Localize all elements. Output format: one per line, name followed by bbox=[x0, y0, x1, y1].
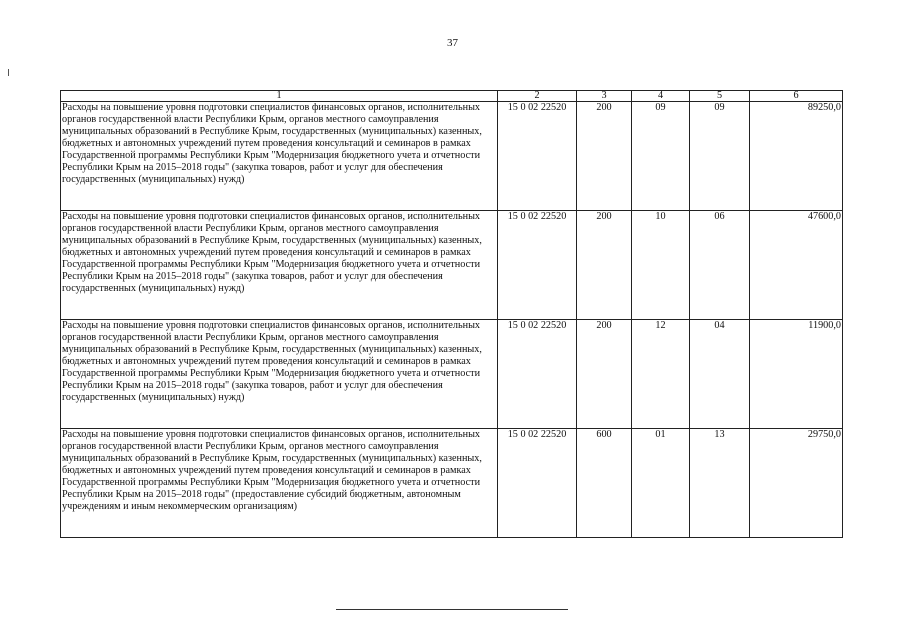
row-col3: 600 bbox=[577, 429, 632, 538]
row-code: 15 0 02 22520 bbox=[498, 429, 577, 538]
table-row bbox=[61, 211, 843, 320]
row-description: Расходы на повышение уровня подготовки специалистов финансовых органов, исполнительных органов государственной власти Республики Крым, органов местного самоуправления муниципальных образований в Республике Крым, государственных (муниципальных) казенных, бюджетных и автономных учреждений путем проведения консультаций и семинаров в рамках Государственной программы Республики Крым "Модернизация бюджетного учета и отчетности Республики Крым на 2015–2018 годы" (закупка товаров, работ и услуг для обеспечения государственных (муниципальных) нужд) bbox=[61, 211, 498, 320]
header-col-1: 1 bbox=[61, 91, 498, 102]
row-col3: 200 bbox=[577, 211, 632, 320]
row-code: 15 0 02 22520 bbox=[498, 102, 577, 211]
page-number: 37 bbox=[447, 37, 458, 49]
row-col3: 200 bbox=[577, 320, 632, 429]
row-description: Расходы на повышение уровня подготовки специалистов финансовых органов, исполнительных органов государственной власти Республики Крым, органов местного самоуправления муниципальных образований в Республике Крым, государственных (муниципальных) казенных, бюджетных и автономных учреждений путем проведения консультаций и семинаров в рамках Государственной программы Республики Крым "Модернизация бюджетного учета и отчетности Республики Крым на 2015–2018 годы" (предоставление субсидий бюджетным, автономным учреждениям и иным некоммерческим организациям) bbox=[61, 429, 498, 538]
footer-rule bbox=[336, 609, 568, 610]
table-row bbox=[61, 320, 843, 429]
row-code: 15 0 02 22520 bbox=[498, 211, 577, 320]
header-col-5: 5 bbox=[690, 91, 750, 102]
row-col4: 12 bbox=[632, 320, 690, 429]
row-col5: 06 bbox=[690, 211, 750, 320]
header-col-4: 4 bbox=[632, 91, 690, 102]
row-col4: 09 bbox=[632, 102, 690, 211]
row-col5: 09 bbox=[690, 102, 750, 211]
row-col5: 04 bbox=[690, 320, 750, 429]
header-col-6: 6 bbox=[750, 91, 843, 102]
row-amount: 47600,0 bbox=[750, 211, 843, 320]
row-amount: 29750,0 bbox=[750, 429, 843, 538]
row-amount: 89250,0 bbox=[750, 102, 843, 211]
row-col5: 13 bbox=[690, 429, 750, 538]
header-col-2: 2 bbox=[498, 91, 577, 102]
row-col3: 200 bbox=[577, 102, 632, 211]
row-code: 15 0 02 22520 bbox=[498, 320, 577, 429]
table-header-row bbox=[61, 91, 843, 102]
row-description: Расходы на повышение уровня подготовки специалистов финансовых органов, исполнительных органов государственной власти Республики Крым, органов местного самоуправления муниципальных образований в Республике Крым, государственных (муниципальных) казенных, бюджетных и автономных учреждений путем проведения консультаций и семинаров в рамках Государственной программы Республики Крым "Модернизация бюджетного учета и отчетности Республики Крым на 2015–2018 годы" (закупка товаров, работ и услуг для обеспечения государственных (муниципальных) нужд) bbox=[61, 102, 498, 211]
margin-mark bbox=[8, 69, 9, 76]
table-row bbox=[61, 429, 843, 538]
row-col4: 10 bbox=[632, 211, 690, 320]
header-col-3: 3 bbox=[577, 91, 632, 102]
budget-table bbox=[60, 90, 843, 538]
row-amount: 11900,0 bbox=[750, 320, 843, 429]
table-row bbox=[61, 102, 843, 211]
row-col4: 01 bbox=[632, 429, 690, 538]
row-description: Расходы на повышение уровня подготовки специалистов финансовых органов, исполнительных органов государственной власти Республики Крым, органов местного самоуправления муниципальных образований в Республике Крым, государственных (муниципальных) казенных, бюджетных и автономных учреждений путем проведения консультаций и семинаров в рамках Государственной программы Республики Крым "Модернизация бюджетного учета и отчетности Республики Крым на 2015–2018 годы" (закупка товаров, работ и услуг для обеспечения государственных (муниципальных) нужд) bbox=[61, 320, 498, 429]
